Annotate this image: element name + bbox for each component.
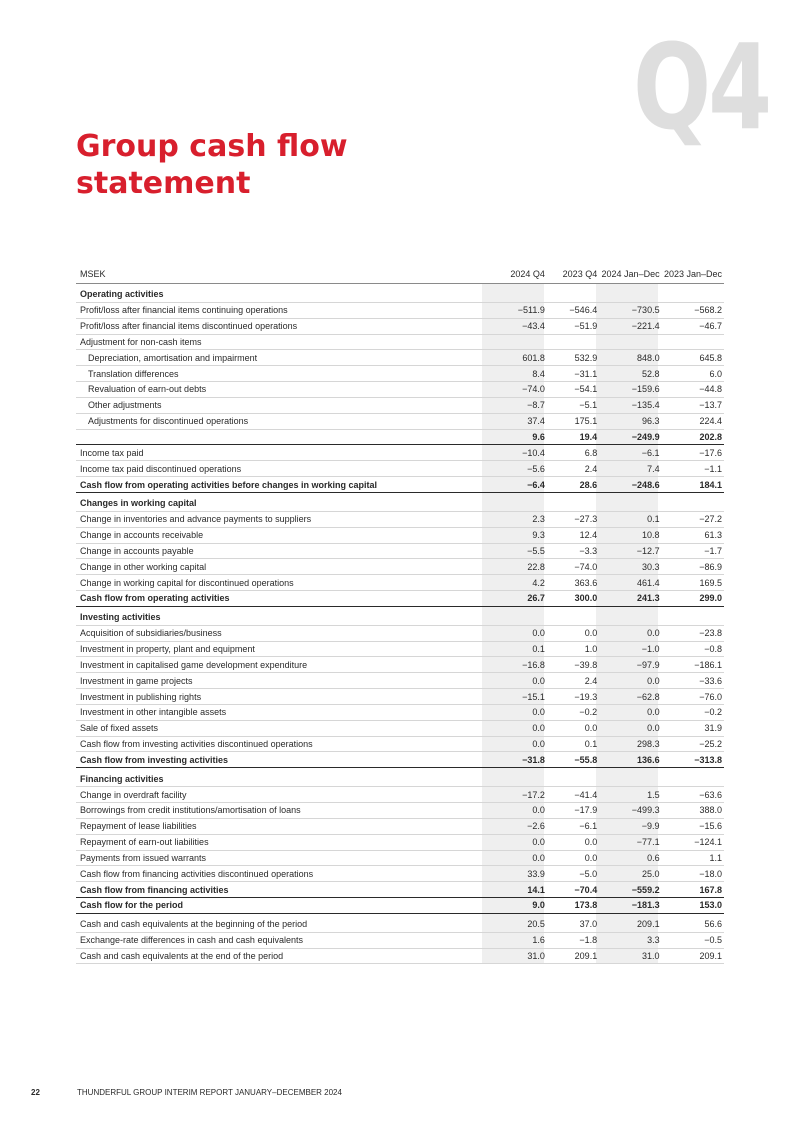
table-header-row [76,265,724,284]
row-value: 167.8 [662,882,724,898]
row-value [662,768,724,787]
row-value: 1.1 [662,850,724,866]
row-value: −6.1 [547,818,599,834]
row-value: 33.9 [485,866,547,882]
row-value: 6.8 [547,445,599,461]
row-label: Cash and cash equivalents at the end of the period [76,948,485,964]
table-row [76,689,724,705]
row-value: −74.0 [547,559,599,575]
page-title-line-1: Group cash flow [76,129,348,164]
row-value: −97.9 [599,657,661,673]
row-label: Cash flow from operating activities [76,591,485,607]
row-label: Operating activities [76,284,485,303]
row-value: 12.4 [547,527,599,543]
row-value [547,606,599,625]
row-value: −10.4 [485,445,547,461]
report-title: THUNDERFUL GROUP INTERIM REPORT JANUARY–DECEMBER 2024 [77,1088,342,1097]
row-value: 31.0 [599,948,661,964]
row-value: 37.4 [485,413,547,429]
row-value: −3.3 [547,543,599,559]
row-label: Sale of fixed assets [76,720,485,736]
table-row [76,511,724,527]
column-header-2024-jan-dec: 2024 Jan–Dec [599,265,661,284]
row-label: Investment in game projects [76,673,485,689]
row-value: 209.1 [547,948,599,964]
row-value: 4.2 [485,575,547,591]
table-row [76,768,724,787]
table-row [76,948,724,964]
row-value: 645.8 [662,350,724,366]
row-value: −74.0 [485,382,547,398]
table-row [76,543,724,559]
row-value: 25.0 [599,866,661,882]
table-row [76,477,724,493]
row-value [485,768,547,787]
row-value: −18.0 [662,866,724,882]
row-value: −249.9 [599,429,661,445]
row-value: 26.7 [485,591,547,607]
row-value: 19.4 [547,429,599,445]
row-value: −17.2 [485,787,547,803]
row-value: −0.8 [662,641,724,657]
row-value: 300.0 [547,591,599,607]
table-row [76,932,724,948]
row-value: 601.8 [485,350,547,366]
row-value: 241.3 [599,591,661,607]
row-value: 169.5 [662,575,724,591]
row-value: 209.1 [662,948,724,964]
row-value: 0.0 [599,625,661,641]
row-value: −13.7 [662,397,724,413]
table-row [76,302,724,318]
row-value: 31.9 [662,720,724,736]
row-value: −124.1 [662,834,724,850]
row-value: 173.8 [547,898,599,914]
row-value: 22.8 [485,559,547,575]
row-value: −6.1 [599,445,661,461]
row-value: −19.3 [547,689,599,705]
row-value: 1.0 [547,641,599,657]
row-value: −55.8 [547,752,599,768]
table-row [76,818,724,834]
row-label: Income tax paid discontinued operations [76,461,485,477]
row-label: Financing activities [76,768,485,787]
table-row [76,625,724,641]
table-row [76,787,724,803]
table-row [76,445,724,461]
row-label: Borrowings from credit institutions/amortisation of loans [76,803,485,819]
table-row [76,803,724,819]
row-label: Income tax paid [76,445,485,461]
row-value: 31.0 [485,948,547,964]
table-row [76,334,724,350]
row-label: Changes in working capital [76,492,485,511]
row-value: −27.2 [662,511,724,527]
row-value: −159.6 [599,382,661,398]
row-value: −181.3 [599,898,661,914]
row-value: −1.0 [599,641,661,657]
row-value: −12.7 [599,543,661,559]
row-label: Translation differences [76,366,485,382]
row-value: −17.6 [662,445,724,461]
row-label: Cash and cash equivalents at the beginning of the period [76,913,485,932]
row-value: 0.1 [599,511,661,527]
row-value [662,606,724,625]
row-value: 37.0 [547,913,599,932]
row-value [485,492,547,511]
row-value: −5.0 [547,866,599,882]
row-value: 136.6 [599,752,661,768]
row-value: 6.0 [662,366,724,382]
table-body [76,284,724,964]
column-header-2024-q4: 2024 Q4 [485,265,547,284]
row-value: −51.9 [547,318,599,334]
row-value: −15.1 [485,689,547,705]
table-row [76,350,724,366]
row-value: −9.9 [599,818,661,834]
row-value: 299.0 [662,591,724,607]
page-title [76,128,348,202]
row-label: Cash flow from investing activities [76,752,485,768]
row-value: 9.3 [485,527,547,543]
row-value: 153.0 [662,898,724,914]
row-value [485,284,547,303]
table-row [76,752,724,768]
row-value [547,492,599,511]
row-value: 209.1 [599,913,661,932]
table-row [76,559,724,575]
row-value: 388.0 [662,803,724,819]
column-header-2023-q4: 2023 Q4 [547,265,599,284]
row-label: Investment in publishing rights [76,689,485,705]
row-value: 14.1 [485,882,547,898]
row-label: Adjustment for non-cash items [76,334,485,350]
row-label: Acquisition of subsidiaries/business [76,625,485,641]
table-row [76,641,724,657]
row-value [599,334,661,350]
row-value: 363.6 [547,575,599,591]
row-value: −1.8 [547,932,599,948]
row-value: −6.4 [485,477,547,493]
table-row [76,429,724,445]
table-row [76,704,724,720]
row-label: Change in accounts payable [76,543,485,559]
row-value: 175.1 [547,413,599,429]
table-row [76,397,724,413]
row-value: −135.4 [599,397,661,413]
table-row [76,527,724,543]
table-row [76,673,724,689]
row-label: Investment in other intangible assets [76,704,485,720]
row-value: 30.3 [599,559,661,575]
row-label: Change in inventories and advance payments to suppliers [76,511,485,527]
row-value: −76.0 [662,689,724,705]
row-value: −0.2 [547,704,599,720]
page-number: 22 [31,1088,40,1097]
row-value [599,284,661,303]
row-value: 7.4 [599,461,661,477]
row-value: 3.3 [599,932,661,948]
row-value: 0.0 [485,736,547,752]
row-label: Investment in capitalised game development expenditure [76,657,485,673]
row-value: −1.1 [662,461,724,477]
row-value: −63.6 [662,787,724,803]
row-value [662,284,724,303]
table-row [76,575,724,591]
row-value: 0.0 [485,673,547,689]
row-value [599,606,661,625]
table-row [76,318,724,334]
row-value: −0.2 [662,704,724,720]
row-label: Other adjustments [76,397,485,413]
row-value: −5.5 [485,543,547,559]
row-value: −8.7 [485,397,547,413]
row-value: −31.8 [485,752,547,768]
table-row [76,382,724,398]
row-value: −546.4 [547,302,599,318]
row-value: −27.3 [547,511,599,527]
row-value: 0.0 [485,803,547,819]
row-value: −33.6 [662,673,724,689]
table-row [76,606,724,625]
row-value: −70.4 [547,882,599,898]
table-row [76,284,724,303]
table-row [76,413,724,429]
row-value: −5.6 [485,461,547,477]
page-footer [31,1088,342,1097]
row-label: Change in overdraft facility [76,787,485,803]
row-value: 9.6 [485,429,547,445]
row-value: 2.4 [547,673,599,689]
table-row [76,913,724,932]
row-value: −41.4 [547,787,599,803]
row-value: 0.0 [547,850,599,866]
table-row [76,366,724,382]
row-label: Investing activities [76,606,485,625]
row-value: 20.5 [485,913,547,932]
row-value: −559.2 [599,882,661,898]
row-label: Change in accounts receivable [76,527,485,543]
row-label: Cash flow from financing activities [76,882,485,898]
row-value: 0.1 [485,641,547,657]
row-label: Investment in property, plant and equipment [76,641,485,657]
row-label [76,429,485,445]
row-label: Revaluation of earn-out debts [76,382,485,398]
row-value: −568.2 [662,302,724,318]
row-value: 0.0 [485,720,547,736]
row-value: 224.4 [662,413,724,429]
row-label: Profit/loss after financial items continuing operations [76,302,485,318]
row-value: 8.4 [485,366,547,382]
row-value: −17.9 [547,803,599,819]
row-value: 184.1 [662,477,724,493]
row-value: 0.0 [485,625,547,641]
table-row [76,850,724,866]
row-value: 56.6 [662,913,724,932]
row-value: 0.0 [547,720,599,736]
quarter-badge: Q4 [633,18,770,156]
row-value: −0.5 [662,932,724,948]
row-value: −499.3 [599,803,661,819]
table-row [76,866,724,882]
row-value: −62.8 [599,689,661,705]
row-value: 202.8 [662,429,724,445]
row-value [547,768,599,787]
row-value: 461.4 [599,575,661,591]
row-value: 52.8 [599,366,661,382]
row-value: 0.0 [547,834,599,850]
row-value: 0.0 [485,704,547,720]
table-row [76,736,724,752]
row-label: Profit/loss after financial items discontinued operations [76,318,485,334]
row-value: −1.7 [662,543,724,559]
row-value: −511.9 [485,302,547,318]
row-label: Payments from issued warrants [76,850,485,866]
row-value [599,492,661,511]
row-value: 9.0 [485,898,547,914]
table-row [76,834,724,850]
row-value: −43.4 [485,318,547,334]
row-value: 848.0 [599,350,661,366]
row-value: 1.6 [485,932,547,948]
row-label: Exchange-rate differences in cash and cash equivalents [76,932,485,948]
row-value: 532.9 [547,350,599,366]
row-value: 0.0 [599,720,661,736]
row-value: 0.0 [485,834,547,850]
row-value: −46.7 [662,318,724,334]
row-value [485,334,547,350]
row-value: 0.0 [547,625,599,641]
row-value: −186.1 [662,657,724,673]
row-value: 298.3 [599,736,661,752]
table-row [76,720,724,736]
row-value: 0.1 [547,736,599,752]
row-value: −313.8 [662,752,724,768]
row-value: −221.4 [599,318,661,334]
row-value [662,492,724,511]
row-label: Repayment of earn-out liabilities [76,834,485,850]
row-value: 2.4 [547,461,599,477]
row-value [547,334,599,350]
table-row [76,882,724,898]
table-row [76,591,724,607]
row-label: Depreciation, amortisation and impairment [76,350,485,366]
row-value: 0.0 [599,673,661,689]
row-value: 61.3 [662,527,724,543]
row-label: Cash flow from operating activities before changes in working capital [76,477,485,493]
row-value: 10.8 [599,527,661,543]
page-title-line-2: statement [76,166,251,201]
row-value: −86.9 [662,559,724,575]
row-value: −15.6 [662,818,724,834]
column-header-2023-jan-dec: 2023 Jan–Dec [662,265,724,284]
row-value: −39.8 [547,657,599,673]
row-value [485,606,547,625]
row-value: −5.1 [547,397,599,413]
row-value: −44.8 [662,382,724,398]
row-value: −2.6 [485,818,547,834]
row-value: 1.5 [599,787,661,803]
row-value [599,768,661,787]
row-label: Adjustments for discontinued operations [76,413,485,429]
row-value: 28.6 [547,477,599,493]
row-value: 0.0 [599,704,661,720]
row-label: Change in working capital for discontinued operations [76,575,485,591]
row-value [662,334,724,350]
row-value: −730.5 [599,302,661,318]
row-value: −54.1 [547,382,599,398]
row-value: 0.0 [485,850,547,866]
row-label: Cash flow for the period [76,898,485,914]
row-value: −248.6 [599,477,661,493]
table-row [76,492,724,511]
row-value: −77.1 [599,834,661,850]
row-value: −31.1 [547,366,599,382]
row-label: Cash flow from investing activities discontinued operations [76,736,485,752]
cash-flow-table [76,265,724,964]
column-header-msek: MSEK [76,265,485,284]
row-label: Repayment of lease liabilities [76,818,485,834]
row-value: −25.2 [662,736,724,752]
row-label: Cash flow from financing activities discontinued operations [76,866,485,882]
row-value: −23.8 [662,625,724,641]
row-value: 96.3 [599,413,661,429]
row-value: −16.8 [485,657,547,673]
cash-flow-table-container [76,265,724,964]
table-row [76,461,724,477]
row-value [547,284,599,303]
row-value: 2.3 [485,511,547,527]
table-row [76,657,724,673]
row-label: Change in other working capital [76,559,485,575]
row-value: 0.6 [599,850,661,866]
table-row [76,898,724,914]
